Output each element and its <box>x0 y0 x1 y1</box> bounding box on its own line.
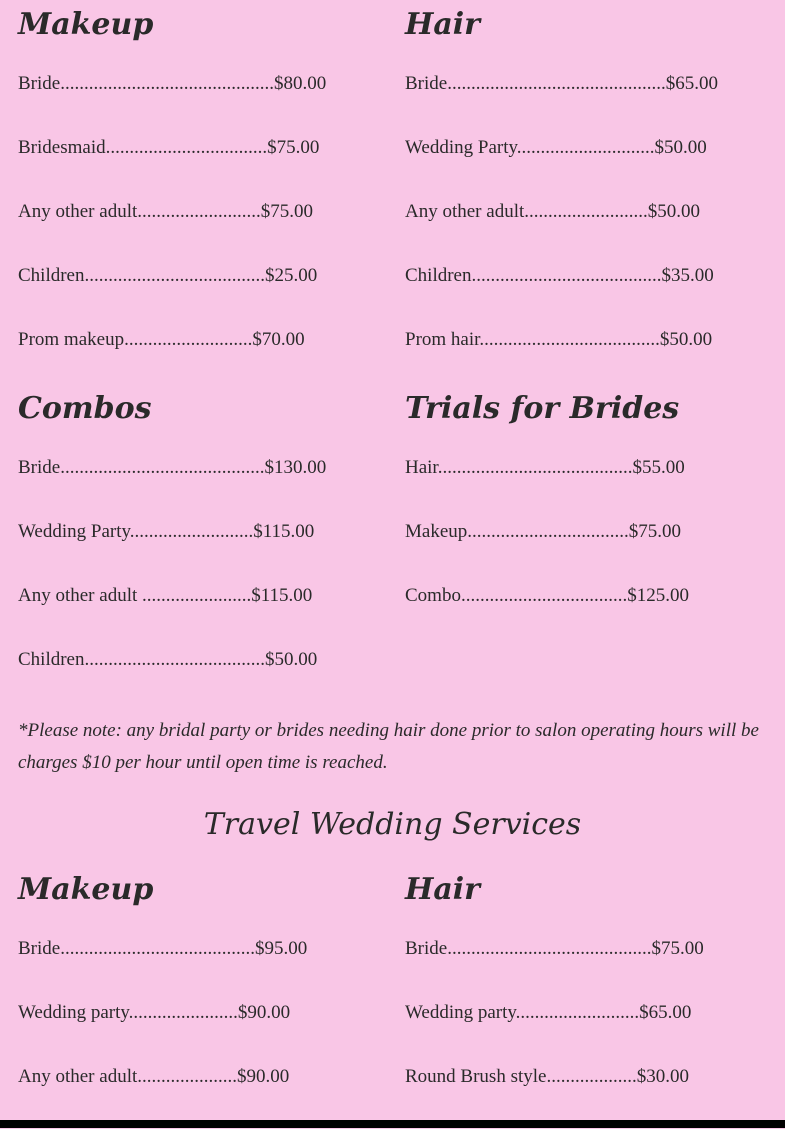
hair-section <box>405 8 775 392</box>
item-text: Bridesmaid..................................$75.00 <box>18 137 320 158</box>
travel-hair-heading: Hair <box>405 872 480 907</box>
travel-hair-section <box>405 873 775 1129</box>
list-item <box>18 328 388 392</box>
list-item <box>18 264 388 328</box>
item-text: Children......................................$25.00 <box>18 265 318 286</box>
item-text: Bride...........................................$75.00 <box>405 938 704 959</box>
list-item <box>18 136 388 200</box>
travel-makeup-heading: Makeup <box>18 872 154 907</box>
item-text: Children........................................$35.00 <box>405 265 714 286</box>
item-text: Any other adult..........................$75.00 <box>18 201 314 222</box>
item-text: Bride..............................................$65.00 <box>405 73 718 94</box>
item-text: Bride...........................................$130.00 <box>18 457 327 478</box>
hair-heading: Hair <box>405 7 480 42</box>
combos-heading: Combos <box>18 391 152 426</box>
list-item <box>405 328 775 392</box>
combos-section <box>18 392 388 712</box>
list-item <box>405 136 775 200</box>
list-item <box>405 72 775 136</box>
makeup-list <box>18 72 388 392</box>
item-text: Any other adult.....................$90.00 <box>18 1066 290 1087</box>
list-item <box>405 937 775 1001</box>
item-text: Round Brush style...................$30.00 <box>405 1066 689 1087</box>
list-item <box>18 72 388 136</box>
item-text: Any other adult..........................$50.00 <box>405 201 701 222</box>
item-text: Combo...................................$125.00 <box>405 585 689 606</box>
travel-hair-list <box>405 937 775 1129</box>
item-text: Children......................................$50.00 <box>18 649 318 670</box>
item-text: Wedding party.......................$90.00 <box>18 1002 291 1023</box>
trials-section <box>405 392 775 648</box>
item-text: Wedding Party.............................$50.00 <box>405 137 707 158</box>
list-item <box>405 200 775 264</box>
travel-makeup-section <box>18 873 388 1129</box>
trials-heading: Trials for Brides <box>405 391 680 426</box>
list-item <box>405 584 775 648</box>
hours-note: *Please note: any bridal party or brides needing hair done prior to salon operating hours will be charges $10 per hour until open time is reached. <box>18 720 759 773</box>
makeup-section <box>18 8 388 392</box>
bottom-edge-bar <box>0 1120 785 1128</box>
item-text: Bride.............................................$80.00 <box>18 73 327 94</box>
list-item <box>18 584 388 648</box>
travel-makeup-list <box>18 937 388 1129</box>
travel-title: Travel Wedding Services <box>203 807 582 842</box>
item-text: Hair.........................................$55.00 <box>405 457 685 478</box>
hair-list <box>405 72 775 392</box>
makeup-heading: Makeup <box>18 7 154 42</box>
list-item <box>18 456 388 520</box>
list-item <box>18 1001 388 1065</box>
item-text: Wedding party..........................$65.00 <box>405 1002 692 1023</box>
list-item <box>18 648 388 712</box>
list-item <box>405 520 775 584</box>
list-item <box>405 264 775 328</box>
list-item <box>18 200 388 264</box>
list-item <box>18 937 388 1001</box>
item-text: Any other adult .......................$115.00 <box>18 585 313 606</box>
list-item <box>405 1001 775 1065</box>
list-item <box>405 456 775 520</box>
item-text: Prom makeup...........................$70.00 <box>18 329 305 350</box>
list-item <box>18 520 388 584</box>
item-text: Wedding Party..........................$115.00 <box>18 521 315 542</box>
trials-list <box>405 456 775 648</box>
item-text: Makeup..................................$75.00 <box>405 521 682 542</box>
item-text: Bride.........................................$95.00 <box>18 938 308 959</box>
combos-list <box>18 456 388 712</box>
item-text: Prom hair......................................$50.00 <box>405 329 713 350</box>
